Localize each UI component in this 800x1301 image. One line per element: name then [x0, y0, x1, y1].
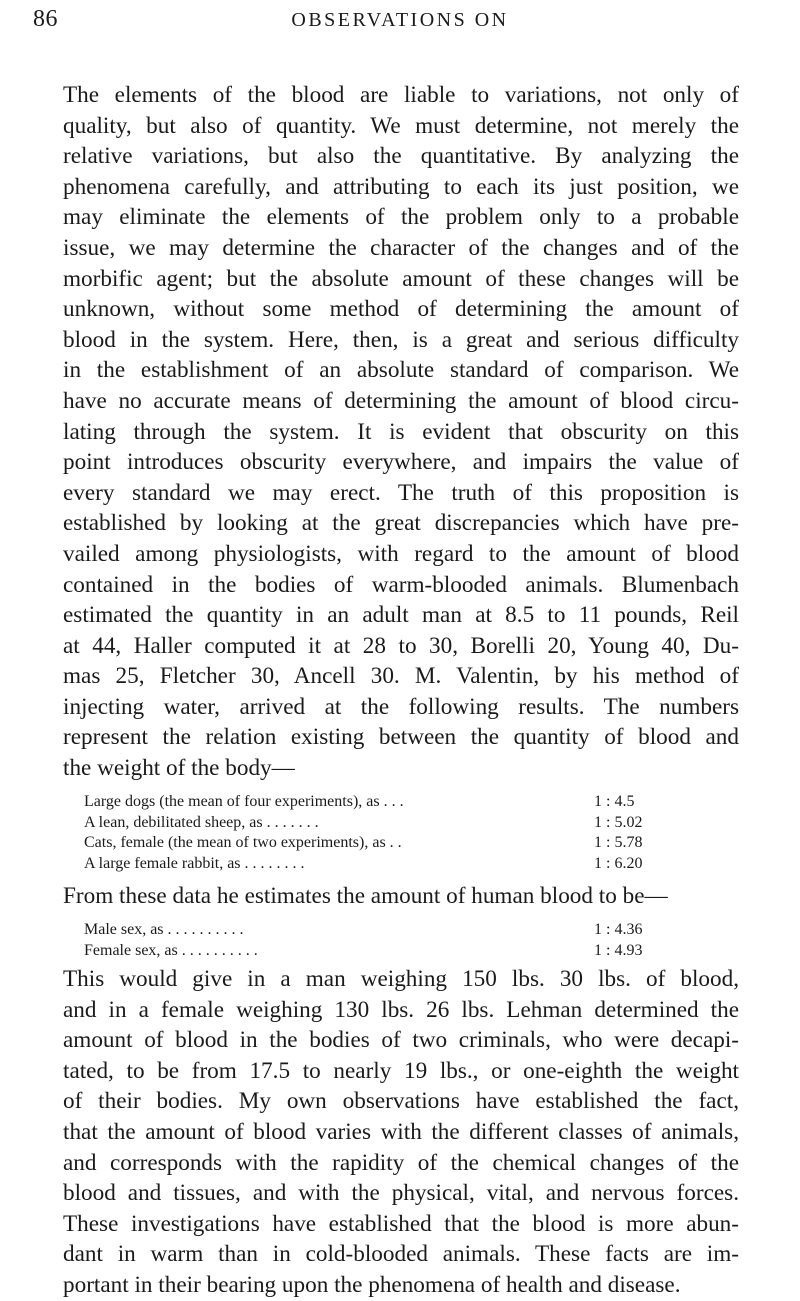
- row-label: Female sex, as . . . . . . . . . .: [84, 941, 258, 959]
- paragraph-2: [63, 881, 739, 912]
- row-ratio: 1 : 5.02: [594, 813, 643, 831]
- row-label: Large dogs (the mean of four experiments), as . . .: [84, 793, 404, 810]
- row-ratio: 1 : 6.20: [594, 854, 643, 872]
- text-line: estimated the quantity in an adult man at 8.5 to 11 pounds, Reil: [63, 602, 739, 629]
- paragraph-1: [63, 80, 739, 784]
- text-line: lating through the system. It is evident that obscurity on this: [63, 418, 739, 445]
- table-row: [84, 833, 684, 854]
- table-row: [84, 920, 684, 941]
- text-line: represent the relation existing between the quantity of blood and: [63, 724, 739, 751]
- text-line: quality, but also of quantity. We must determine, not merely the: [63, 112, 739, 139]
- text-line: This would give in a man weighing 150 lbs. 30 lbs. of blood,: [63, 966, 739, 992]
- text-line: point introduces obscurity everywhere, and impairs the value of: [63, 449, 739, 476]
- row-ratio: 1 : 4.93: [594, 941, 643, 959]
- row-ratio: 1 : 4.5: [594, 793, 635, 810]
- text-line: and corresponds with the rapidity of the chemical changes of the: [63, 1149, 739, 1176]
- text-line: have no accurate means of determining the amount of blood circu-: [63, 387, 739, 414]
- text-line: morbific agent; but the absolute amount of these changes will be: [63, 265, 739, 292]
- table-row: [84, 854, 684, 875]
- ratio-table-animals: [84, 792, 684, 874]
- row-ratio: 1 : 5.78: [594, 834, 643, 851]
- table-row: [84, 792, 684, 813]
- text-line: contained in the bodies of warm-blooded animals. Blumenbach: [63, 571, 739, 598]
- text-line: amount of blood in the bodies of two criminals, who were decapi-: [63, 1027, 739, 1054]
- text-line: in the establishment of an absolute standard of comparison. We: [63, 357, 739, 384]
- row-label: Cats, female (the mean of two experiments), as . .: [84, 834, 402, 851]
- text-line: that the amount of blood varies with the different classes of animals,: [63, 1118, 739, 1145]
- row-ratio: 1 : 4.36: [594, 921, 643, 938]
- text-line: vailed among physiologists, with regard to the amount of blood: [63, 540, 739, 567]
- text-line: The elements of the blood are liable to variations, not only of: [63, 82, 739, 108]
- text-line: relative variations, but also the quantitative. By analyzing the: [63, 143, 739, 170]
- text-line: dant in warm than in cold-blooded animals. These facts are im-: [63, 1241, 739, 1268]
- text-line: at 44, Haller computed it at 28 to 30, Borelli 20, Young 40, Du-: [63, 632, 739, 659]
- text-line: tated, to be from 17.5 to nearly 19 lbs., or one-eighth the weight: [63, 1057, 739, 1084]
- row-label: A large female rabbit, as . . . . . . . .: [84, 854, 305, 872]
- table-row: [84, 941, 684, 962]
- text-line: phenomena carefully, and attributing to each its just position, we: [63, 173, 739, 200]
- text-line: These investigations have established that the blood is more abun-: [63, 1210, 739, 1237]
- text-line: issue, we may determine the character of the changes and of the: [63, 234, 739, 261]
- text-line: may eliminate the elements of the problem only to a probable: [63, 204, 739, 231]
- row-label: Male sex, as . . . . . . . . . .: [84, 921, 244, 938]
- text-line: blood in the system. Here, then, is a great and serious difficulty: [63, 326, 739, 353]
- running-head: OBSERVATIONS ON: [291, 9, 509, 31]
- ratio-table-human: [84, 920, 684, 961]
- text-line: mas 25, Fletcher 30, Ancell 30. M. Valentin, by his method of: [63, 663, 739, 690]
- text-line: and in a female weighing 130 lbs. 26 lbs. Lehman determined the: [63, 996, 739, 1023]
- text-line: established by looking at the great discrepancies which have pre-: [63, 510, 739, 537]
- text-line: of their bodies. My own observations have established the fact,: [63, 1088, 739, 1115]
- text-line: every standard we may erect. The truth of this proposition is: [63, 479, 739, 506]
- text-line: blood and tissues, and with the physical, vital, and nervous forces.: [63, 1180, 739, 1207]
- text-line: unknown, without some method of determining the amount of: [63, 296, 739, 323]
- text-line: injecting water, arrived at the following results. The numbers: [63, 693, 739, 720]
- text-line: From these data he estimates the amount of human blood to be—: [63, 883, 668, 909]
- text-line: portant in their bearing upon the phenomena of health and disease.: [63, 1271, 681, 1298]
- page-number: 86: [33, 6, 58, 32]
- row-label: A lean, debilitated sheep, as . . . . . . .: [84, 813, 319, 831]
- text-line: the weight of the body—: [63, 755, 295, 782]
- paragraph-3: [63, 964, 739, 1301]
- table-row: [84, 813, 684, 834]
